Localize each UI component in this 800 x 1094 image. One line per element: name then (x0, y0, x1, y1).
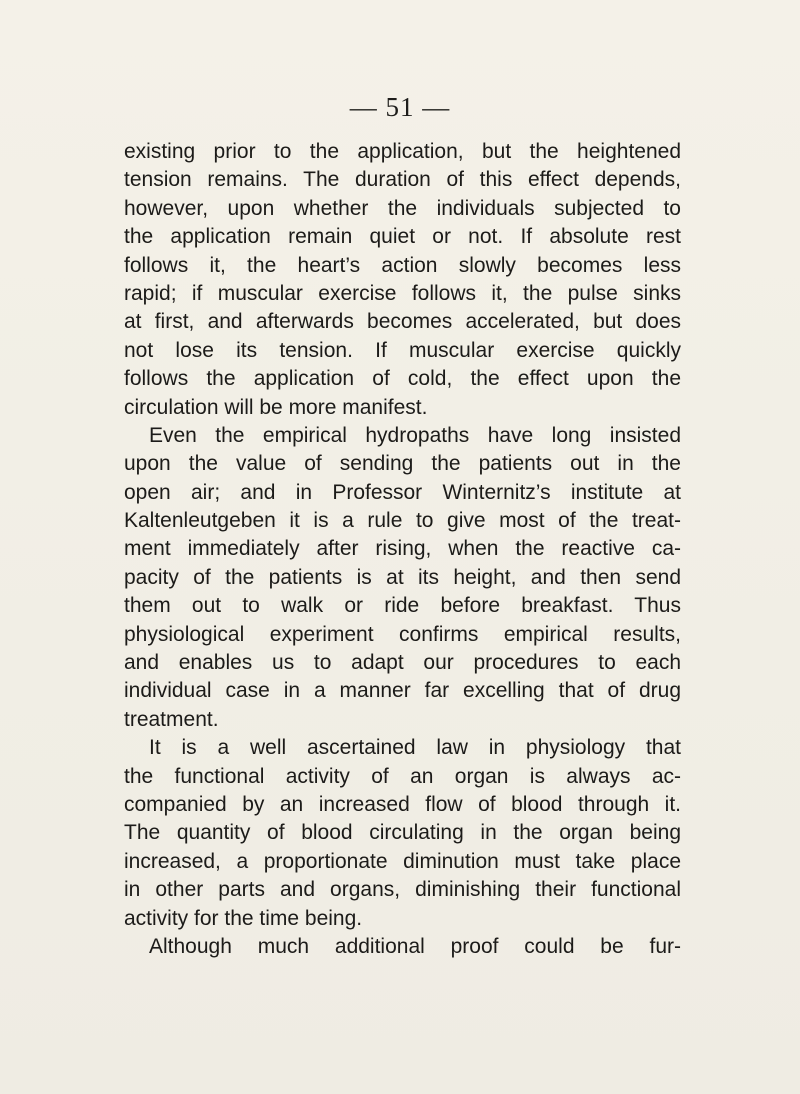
text-line: existing prior to the application, but the heightened (124, 140, 681, 163)
text-line: Kaltenleutgeben it is a rule to give most of the treat- (124, 509, 681, 533)
text-line: open air; and in Professor Winternitz’s institute at (124, 480, 681, 504)
text-line: individual case in a manner far excelling that of drug (124, 679, 681, 703)
text-line: Although much additional proof could be fur- (149, 934, 681, 958)
text-line: physiological experiment confirms empirical results, (124, 622, 681, 646)
text-line: in other parts and organs, diminishing their functional (124, 878, 681, 902)
text-line: companied by an increased flow of blood through it. (124, 792, 681, 816)
text-line: follows the application of cold, the effect upon the (124, 367, 681, 391)
page-number: — 51 — (349, 92, 451, 122)
text-line: the application remain quiet or not. If absolute rest (124, 225, 681, 249)
text-line: ment immediately after rising, when the reactive ca- (124, 537, 681, 561)
text-line: not lose its tension. If muscular exercise quickly (124, 338, 681, 362)
text-line: increased, a proportionate diminution must take place (124, 849, 681, 873)
body-text (124, 138, 681, 961)
text-line: follows it, the heart’s action slowly becomes less (124, 253, 681, 277)
text-line: pacity of the patients is at its height, and then send (124, 565, 681, 589)
text-line: rapid; if muscular exercise follows it, the pulse sinks (124, 281, 681, 305)
text-line: the functional activity of an organ is always ac- (124, 764, 681, 788)
text-line: at first, and afterwards becomes accelerated, but does (124, 310, 681, 334)
text-line: It is a well ascertained law in physiology that (149, 736, 681, 760)
text-line: and enables us to adapt our procedures to each (124, 651, 681, 675)
text-line: activity for the time being. (124, 906, 363, 930)
text-line: them out to walk or ride before breakfast. Thus (124, 594, 681, 618)
text-line: tension remains. The duration of this effect depends, (124, 168, 681, 192)
text-line: however, upon whether the individuals subjected to (124, 196, 681, 220)
text-line: upon the value of sending the patients out in the (124, 452, 681, 476)
text-line: The quantity of blood circulating in the organ being (124, 821, 681, 845)
text-line: circulation will be more manifest. (124, 395, 428, 419)
text-line: Even the empirical hydropaths have long insisted (149, 423, 681, 447)
text-line: treatment. (124, 707, 219, 731)
